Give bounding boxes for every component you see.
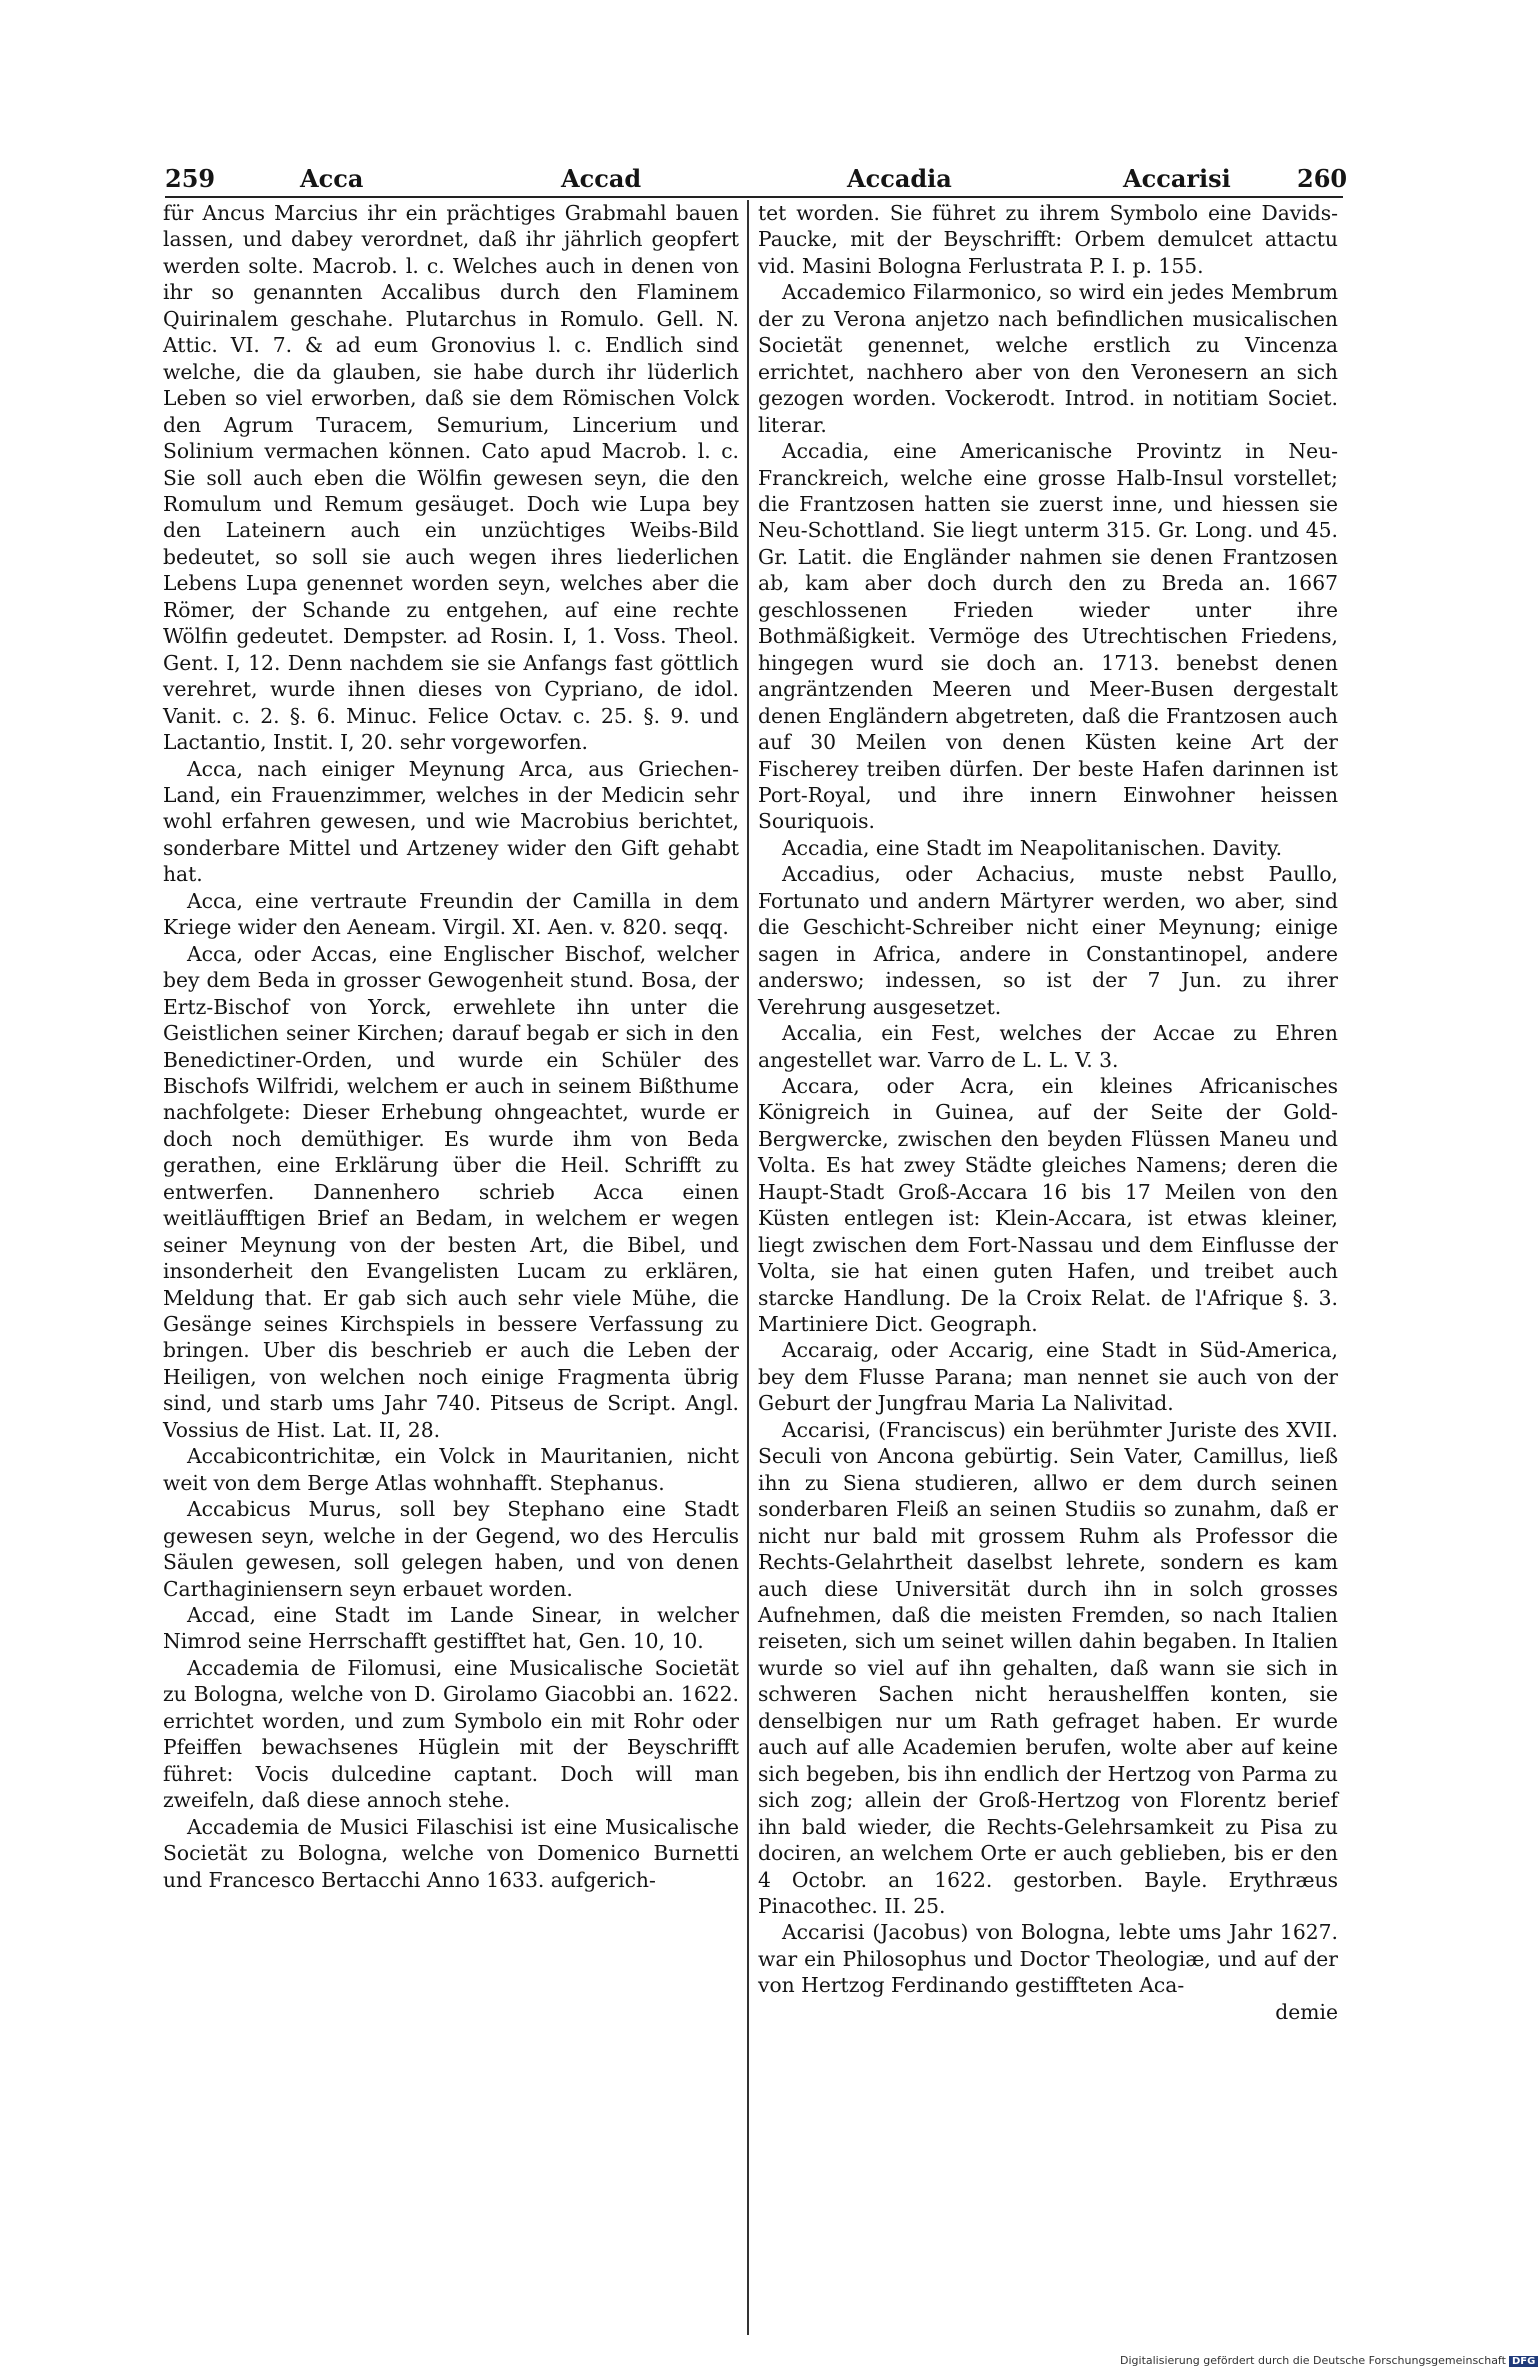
catchword: demie xyxy=(1275,1999,1338,2024)
header-rule xyxy=(165,196,1343,198)
header-word-accad: Accad xyxy=(561,164,642,193)
column-divider xyxy=(747,200,749,2335)
entry-accadia-stadt: Accadia, eine Stadt im Neapolitanischen. Davity. xyxy=(782,835,1283,860)
entry-accad: Accad, eine Stadt im Lande Sinear, in welcher Nimrod seine Herrschafft gestifftet hat, Gen. 10, 10. xyxy=(163,1603,739,1654)
entry-accara: Accara, oder Acra, ein kleines Africanisches Königreich in Guinea, auf der Seite der Gold-Bergwercke, zwischen den beyden Flüssen Maneu und Volta. Es hat zwey Städte gleiches Namens; deren die Haupt-Stadt Groß-Accara 16 bis 17 Meilen von den Küsten entlegen ist: Klein-Accara, ist etwas kleiner, liegt zwischen dem Fort-Nassau und dem Einflusse der Volta, sie hat einen guten Hafen, und treibet auch starcke Handlung. De la Croix Relat. de l'Afrique §. 3. Martiniere Dict. Geograph. xyxy=(758,1073,1338,1337)
entry-accabicontrichitae: Accabicontrichitæ, ein Volck in Mauritanien, nicht weit von dem Berge Atlas wohnhafft. Stephanus. xyxy=(163,1444,739,1495)
page-number-left: 259 xyxy=(165,164,216,193)
right-column xyxy=(758,200,1338,2360)
entry-accademia-filaschisi-cont: tet worden. Sie führet zu ihrem Symbolo eine Davids-Paucke, mit der Beyschrifft: Orbem demulcet attactu vid. Masini Bologna Ferlustrata P. I. p. 155. xyxy=(758,201,1338,278)
entry-acca-larentia-cont: für Ancus Marcius ihr ein prächtiges Grabmahl bauen lassen, und dabey verordnet, daß ihr jährlich geopfert werden solte. Macrob. l. c. Welches auch in denen von ihr so genannten Accalibus durch den Flaminem Quirinalem geschahe. Plutarchus in Romulo. Gell. N. Attic. VI. 7. & ad eum Gronovius l. c. Endlich sind welche, die da glauben, sie habe durch ihr lüderlich Leben so viel erworben, daß sie dem Römischen Volck den Agrum Turacem, Semurium, Lincerium und Solinium vermachen können. Cato apud Macrob. l. c. Sie soll auch eben die Wölfin gewesen seyn, die den Romulum und Remum gesäuget. Doch wie Lupa bey den Lateinern auch ein unzüchtiges Weibs-Bild bedeutet, so soll sie auch wegen ihres liederlichen Lebens Lupa genennet worden seyn, welches aber die Römer, der Schande zu entgehen, auf eine rechte Wölfin gedeutet. Dempster. ad Rosin. I, 1. Voss. Theol. Gent. I, 12. Denn nachdem sie sie Anfangs fast göttlich verehret, wurde ihnen dieses von Cypriano, de idol. Vanit. c. 2. §. 6. Minuc. Felice Octav. c. 25. §. 9. und Lactantio, Instit. I, 20. sehr vorgeworfen. xyxy=(163,201,739,755)
entry-acca-arca: Acca, nach einiger Meynung Arca, aus Griechen-Land, ein Frauenzimmer, welches in der Medicin sehr wohl erfahren gewesen, und wie Macrobius berichtet, sonderbare Mittel und Artzeney wider den Gift gehabt hat. xyxy=(163,756,739,887)
entry-accademia-filomusi: Accademia de Filomusi, eine Musicalische Societät zu Bologna, welche von D. Girolamo Giacobbi an. 1622. errichtet worden, und zum Symbolo ein mit Rohr oder Pfeiffen bewachsenes Hüglein mit der Beyschrifft führet: Vocis dulcedine captant. Doch will man zweifeln, daß diese annoch stehe. xyxy=(163,1655,739,1813)
entry-acca-bischof: Acca, oder Accas, eine Englischer Bischof, welcher bey dem Beda in grosser Gewogenheit stund. Bosa, der Ertz-Bischof von Yorck, erwehlete ihn unter die Geistlichen seiner Kirchen; darauf begab er sich in den Benedictiner-Orden, und wurde ein Schüler des Bischofs Wilfridi, welchem er auch in seinem Bißthume nachfolgete: Dieser Erhebung ohngeachtet, wurde er doch noch demüthiger. Es wurde ihm von Beda gerathen, eine Erklärung über die Heil. Schrifft zu entwerfen. Dannenhero schrieb Acca einen weitläufftigen Brief an Bedam, in welchem er wegen seiner Meynung von der besten Art, die Bibel, und insonderheit den Evangelisten Lucam zu erklären, Meldung that. Er gab sich auch sehr viele Mühe, die Gesänge seines Kirchspiels in bessere Verfassung zu bringen. Uber dis beschrieb er auch die Leben der Heiligen, von welchen noch einige Fragmenta übrig sind, und starb ums Jahr 740. Pitseus de Script. Angl. Vossius de Hist. Lat. II, 28. xyxy=(163,941,739,1442)
entry-accadius: Accadius, oder Achacius, muste nebst Paullo, Fortunato und andern Märtyrer werden, wo aber, sind die Geschicht-Schreiber nicht einer Meynung; einige sagen in Africa, andere in Constantinopel, andere anderswo; indessen, so ist der 7 Jun. zu ihrer Verehrung ausgesetzet. xyxy=(758,862,1338,1019)
header-word-accarisi: Accarisi xyxy=(1123,164,1231,193)
header-word-acca: Acca xyxy=(300,164,364,193)
entry-accaraig: Accaraig, oder Accarig, eine Stadt in Süd-America, bey dem Flusse Parana; man nennet sie auch von der Geburt der Jungfrau Maria La Nalivitad. xyxy=(758,1338,1338,1416)
digitization-footer xyxy=(1120,2354,1536,2370)
entry-accarisi-jacobus: Accarisi (Jacobus) von Bologna, lebte ums Jahr 1627. war ein Philosophus und Doctor Theologiæ, und auf der von Hertzog Ferdinando gestiffteten Aca- xyxy=(758,1920,1338,1998)
dfg-logo-icon: DFG xyxy=(1509,2356,1538,2367)
entry-accademico-filarmonico: Accademico Filarmonico, so wird ein jedes Membrum der zu Verona anjetzo nach befindlichen musicalischen Societät genennet, welche erstlich zu Vincenza errichtet, nachhero aber von den Veronesern an sich gezogen worden. Vockerodt. Introd. in notitiam Societ. literar. xyxy=(758,280,1338,437)
left-column xyxy=(163,200,739,2360)
entry-acca-camilla: Acca, eine vertraute Freundin der Camilla in dem Kriege wider den Aeneam. Virgil. XI. Aen. v. 820. seqq. xyxy=(163,888,739,940)
entry-accarisi-franciscus: Accarisi, (Franciscus) ein berühmter Juriste des XVII. Seculi von Ancona gebürtig. Sein Vater, Camillus, ließ ihn zu Siena studieren, allwo er dem durch seinen sonderbaren Fleiß an seinen Studiis so zunahm, daß er nicht nur bald mit grossem Ruhm als Professor die Rechts-Gelahrtheit daselbst lehrete, sondern es kam auch diese Universität durch ihn in solch grosses Aufnehmen, daß die meisten Fremden, so nach Italien reiseten, sich um seinet willen dahin begaben. In Italien wurde so viel auf ihn gehalten, daß wann sie sich in schweren Sachen nicht heraushelffen konten, sie denselbigen nur um Rath gefraget haben. Er wurde auch auf alle Academien berufen, wolte aber auf keine sich begeben, bis ihn endlich der Hertzog von Parma zu sich zog; allein der Groß-Hertzog von Florentz berief ihn bald wieder, die Rechts-Gelehrsamkeit zu Pisa zu dociren, an welchem Orte er auch geblieben, bis er den 4 Octobr. an 1622. gestorben. Bayle. Erythræus Pinacothec. II. 25. xyxy=(758,1417,1338,1918)
entry-accademia-filaschisi: Accademia de Musici Filaschisi ist eine Musicalische Societät zu Bologna, welche von Domenico Burnetti und Francesco Bertacchi Anno 1633. aufgerich- xyxy=(163,1814,739,1892)
header-word-accadia: Accadia xyxy=(847,164,952,193)
entry-accalia: Accalia, ein Fest, welches der Accae zu Ehren angestellet war. Varro de L. L. V. 3. xyxy=(758,1021,1338,1072)
footer-credit: Digitalisierung gefördert durch die Deutsche Forschungsgemeinschaft xyxy=(1120,2354,1506,2367)
entry-accadia-provinz: Accadia, eine Americanische Provintz in Neu-Franckreich, welche eine grosse Halb-Insul vorstellet; die Frantzosen hatten sie zuerst inne, und hiessen sie Neu-Schottland. Sie liegt unterm 315. Gr. Long. und 45. Gr. Latit. die Engländer nahmen sie denen Frantzosen ab, kam aber doch durch den zu Breda an. 1667 geschlossenen Frieden wieder unter ihre Bothmäßigkeit. Vermöge des Utrechtischen Friedens, hingegen wurd sie doch an. 1713. benebst denen angräntzenden Meeren und Meer-Busen dergestalt denen Engländern abgetreten, daß die Frantzosen auch auf 30 Meilen von denen Küsten keine Art der Fischerey treiben dürfen. Der beste Hafen darinnen ist Port-Royal, und ihre innern Einwohner heissen Souriquois. xyxy=(758,439,1338,834)
entry-accabicus-murus: Accabicus Murus, soll bey Stephano eine Stadt gewesen seyn, welche in der Gegend, wo des Herculis Säulen gewesen, soll gelegen haben, und von denen Carthaginiensern seyn erbauet worden. xyxy=(163,1497,739,1601)
page-number-right: 260 xyxy=(1297,164,1348,193)
